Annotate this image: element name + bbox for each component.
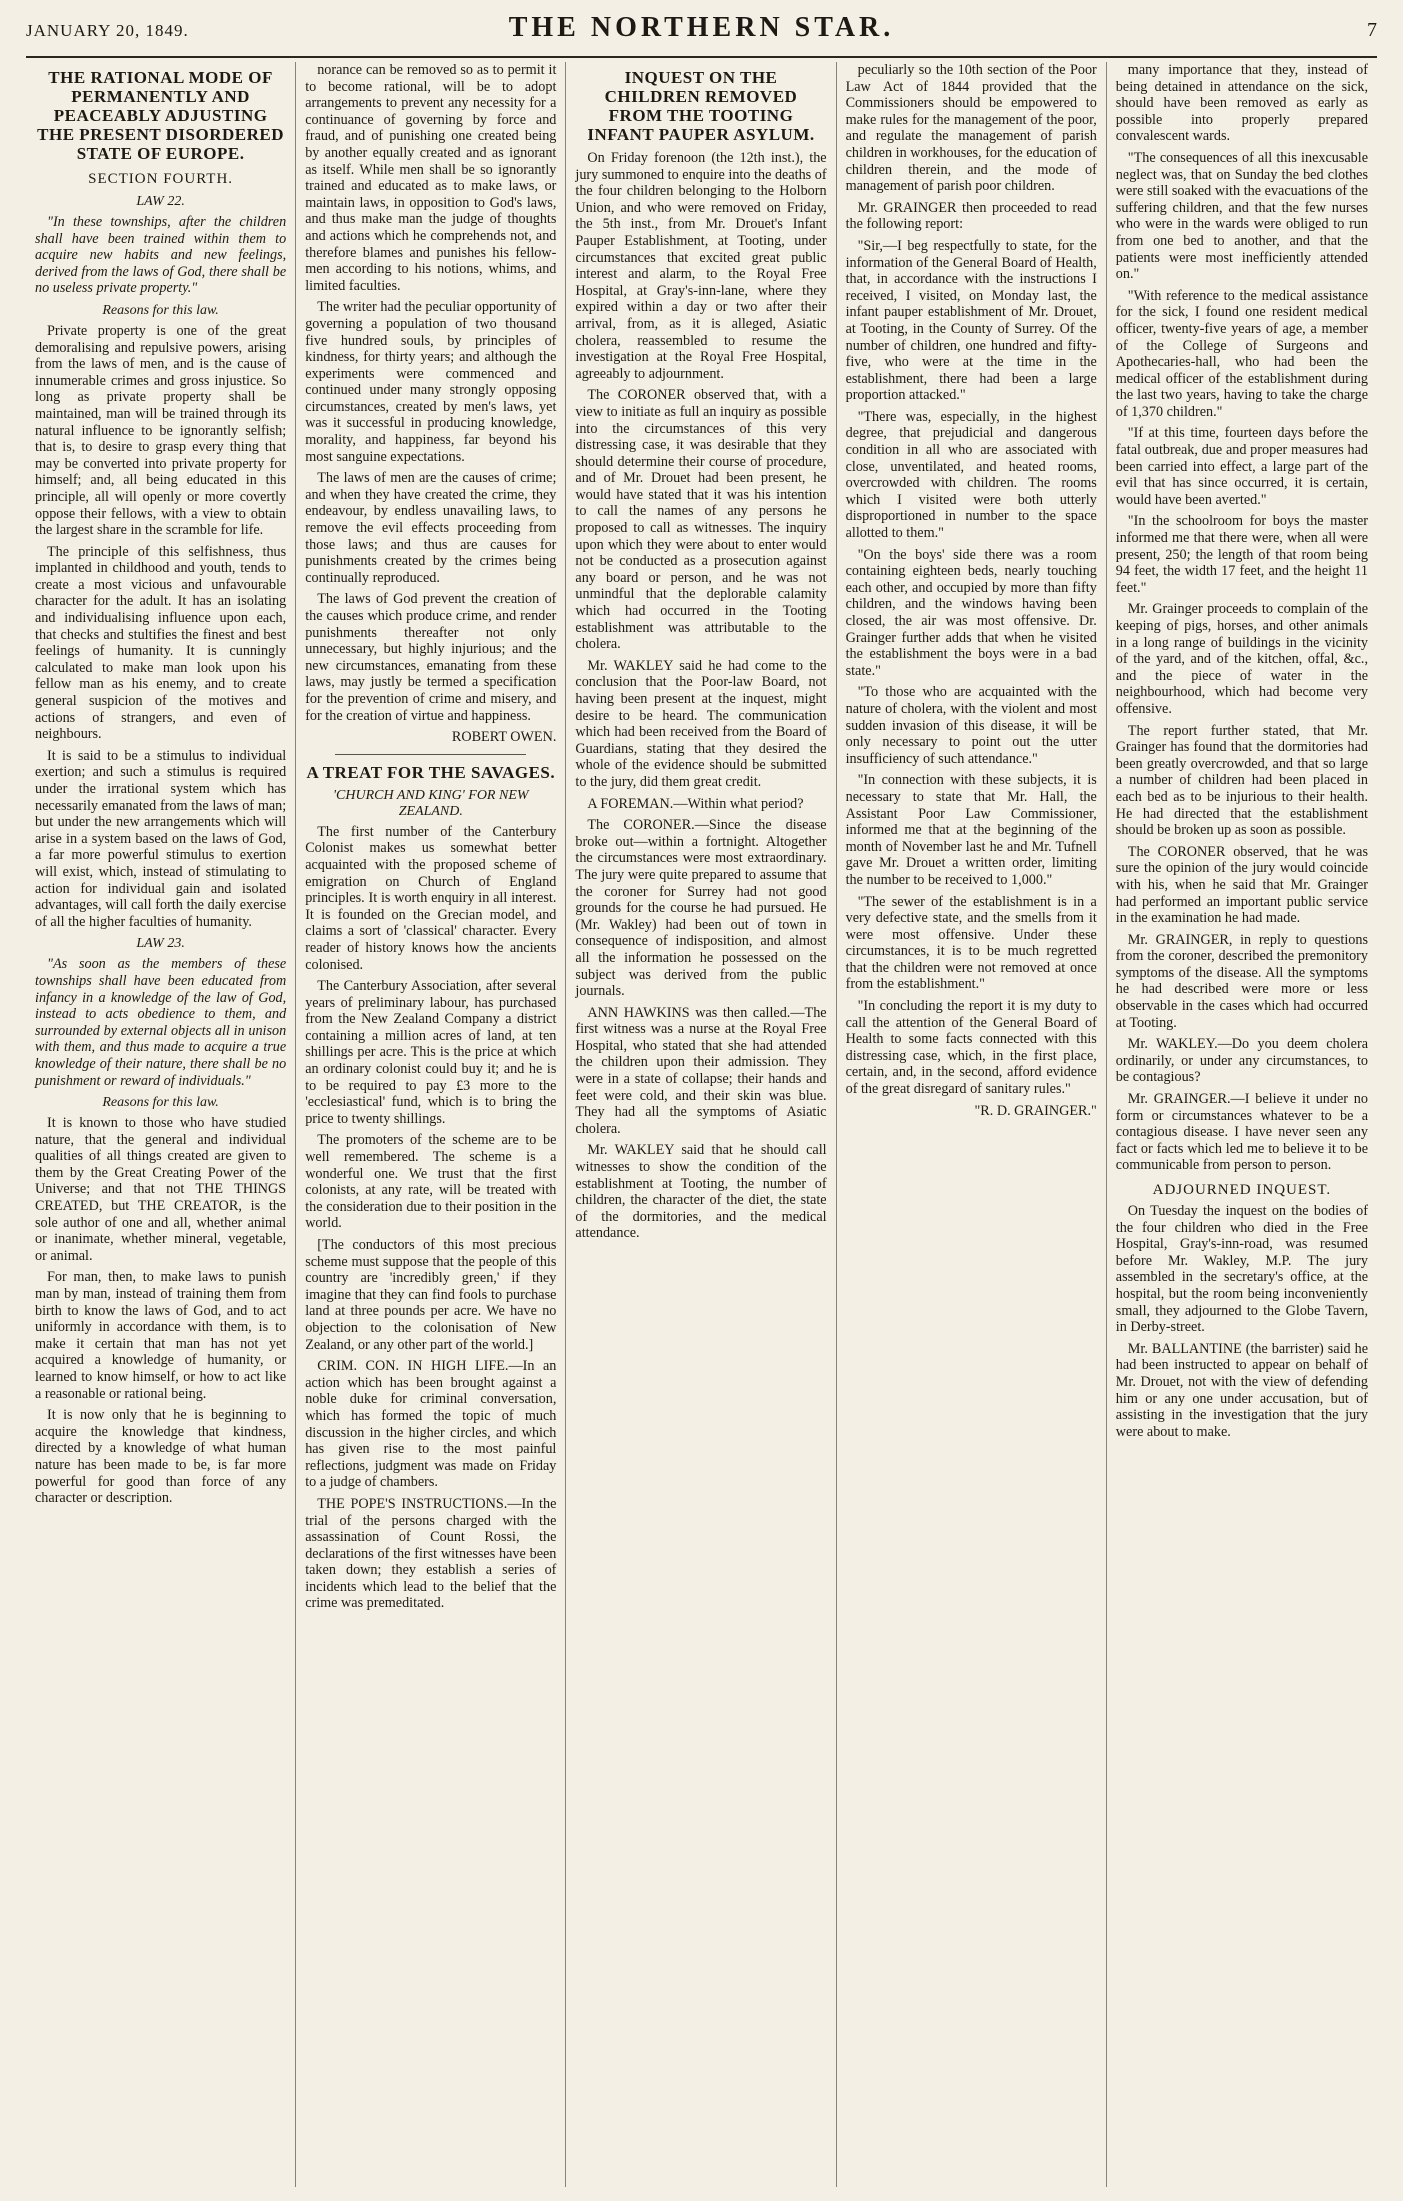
law-text: "In these townships, after the children shall have been trained within them to acquire new habits and new feelings, derived from the laws of God, there shall be no useless private property." [35, 214, 287, 297]
paragraph: Mr. BALLANTINE (the barrister) said he had been instructed to appear on behalf of Mr. Drouet, not with the view of defending him or any one under accusation, but of assisting in the investigation that the jury were about to make. [1115, 1340, 1368, 1440]
paragraph: The CORONER observed that, with a view to initiate as full an inquiry as possible into the circumstances of this very distressing case, it was desirable that they should determine their course of procedure, and of Mr. Drouet had been present, he would have stated that it was his intention to call the names of any persons he proposed to call as witnesses. The inquiry upon which they were about to enter would not be conducted as a prosecution against any board or person, and he was not unmindful that the deplorable calamity which had occurred in the Tooting establishment was attributable to the cholera. [575, 387, 827, 653]
paragraph: "The sewer of the establishment is in a very defective state, and the smells from it were most offensive. Under these circumstances, it is to be much regretted that the children were not removed at once from the establishment." [845, 893, 1097, 993]
article-columns [26, 62, 1377, 2187]
paragraph: On Tuesday the inquest on the bodies of the four children who died in the Free Hospital, Gray's-inn-road, was resumed before Mr. Wakley, M.P. The jury assembled in the secretary's office, at the hospital, but the room being inconveniently small, they adjourned to the Globe Tavern, in Derby-street. [1115, 1203, 1368, 1336]
paragraph: For man, then, to make laws to punish man by man, instead of training them from birth to know the laws of God, and to act uniformly in accordance with them, is to make it certain that man has not yet acquired a knowledge of humanity, or learned to know himself, or how to act like a reasonable or rational being. [35, 1269, 287, 1402]
column-5 [1107, 62, 1377, 2187]
paragraph: The report further stated, that Mr. Grainger has found that the dormitories had been greatly overcrowded, and that so large a number of children had been placed in each bed as to be injurious to their health. He had directed that the establishment should be broken up as soon as possible. [1115, 722, 1368, 839]
column-2 [296, 62, 566, 2187]
paragraph: many importance that they, instead of being detained in attendance on the sick, should have been removed as early as possible into properly prepared convalescent wards. [1115, 62, 1368, 145]
paragraph: "On the boys' side there was a room containing eighteen beds, nearly touching each other, and occupied by more than fifty children, and the windows having been closed, the air was most offensive. Dr. Grainger further adds that when he visited the establishment the boys were in a bad state." [845, 546, 1097, 679]
paragraph: A FOREMAN.—Within what period? [587, 795, 804, 812]
signature: ROBERT OWEN. [451, 729, 557, 746]
paragraph: CRIM. CON. IN HIGH LIFE.—In an action which has been brought against a noble duke for criminal conversation, which has formed the topic of much discussion in the higher circles, and which has given rise to the most painful reflections, judgment was made on Friday to a judge of chambers. [305, 1358, 557, 1491]
article-subheading: 'CHURCH AND KING' FOR NEW ZEALAND. [333, 787, 529, 819]
newspaper-title: THE NORTHERN STAR. [508, 12, 895, 43]
paragraph: The CORONER observed, that he was sure the opinion of the jury would coincide with his, when he said that Mr. Grainger had performed an important public service in the examination he had made. [1115, 843, 1368, 927]
paragraph: The laws of God prevent the creation of the causes which produce crime, and render punishments thereafter not only unnecessary, but highly injurious; and the new circumstances, emanating from these laws, may justly be termed a specification for the prevention of crime and misery, and for the creation of virtue and happiness. [305, 591, 557, 724]
paragraph: The Canterbury Association, after several years of preliminary labour, has purchased from the New Zealand Company a district containing a million acres of land, at ten shillings per acre. This is the price at which an ordinary colonist could buy it; and he is to be required to pay £3 more to the 'ecclesiastical' fund, which is to bring the price to twenty shillings. [305, 978, 557, 1127]
paragraph: It is now only that he is beginning to acquire the knowledge that kindness, directed by a knowledge of what human nature has been made to be, is far more powerful for good than force of any character or description. [35, 1407, 287, 1507]
column-3 [566, 62, 836, 2187]
paragraph: The promoters of the scheme are to be well remembered. The scheme is a wonderful one. We trust that the first colonists, at any rate, will be treated with the consideration due to their position in the world. [305, 1132, 557, 1232]
paragraph: Mr. GRAINGER then proceeded to read the following report: [845, 199, 1097, 233]
paragraph: The first number of the Canterbury Colonist makes us somewhat better acquainted with the proposed scheme of emigration on Church of England principles. It is worth enquiry in all interest. It is founded on the Grecian model, and claims a sort of 'classical' character. Every reader of history knows how the ancients colonised. [305, 823, 557, 973]
paragraph: "In the schoolroom for boys the master informed me that there were, when all were present, 250; the length of that room being 94 feet, the width 17 feet, and the height 11 feet." [1115, 513, 1368, 596]
paragraph: "Sir,—I beg respectfully to state, for the information of the General Board of Health, that, in accordance with the instructions I received, I visited, on Monday last, the infant pauper establishment of Mr. Drouet, at Tooting, in the County of Surrey. Of the number of children, one hundred and fifty-five, who were at the time in the establishment, there had been a large proportion attacked." [845, 237, 1097, 404]
signature: "R. D. GRAINGER." [974, 1102, 1097, 1119]
masthead [26, 12, 1377, 58]
paragraph: "If at this time, fourteen days before the fatal outbreak, due and proper measures had been carried into effect, a large part of the evil that has since occurred, it is certain, would have been averted." [1115, 425, 1368, 508]
paragraph: "There was, especially, in the highest degree, that prejudicial and dangerous condition in all who are associated with close, unventilated, and heated rooms, overcrowded with children. The rooms which I visited were both utterly disproportioned in number to the space allotted to them." [845, 408, 1097, 542]
paragraph: It is said to be a stimulus to individual exertion; and such a stimulus is required under the irrational system which has necessarily emanated from the laws of man; but under the new arrangements which will arise in a system based on the laws of God, a far more powerful stimulus to exertion will exist, which, instead of stimulating to action for individual gain and isolated advantages, will call forth the daily exercise of all the higher faculties of humanity. [35, 747, 287, 930]
paragraph: Mr. WAKLEY said he had come to the conclusion that the Poor-law Board, not having been present at the inquest, might desire to be heard. The communication which had been received from the Board of Guardians, stating that they desired the whole of the evidence should be submitted to the jury, did them great credit. [575, 657, 827, 790]
paragraph: [The conductors of this most precious scheme must suppose that the people of this country are 'incredibly green,' if they imagine that they can find fools to purchase land at three pounds per acre. We have no objection to the colonisation of New Zealand, or any other part of the world.] [305, 1237, 557, 1353]
paragraph: On Friday forenoon (the 12th inst.), the jury summoned to enquire into the deaths of the four children belonging to the Holborn Union, and who were removed on Friday, the 5th inst., from Mr. Drouet's Infant Pauper Establishment, at Tooting, under circumstances that excited great public interest and alarm, to the Royal Free Hospital, at Gray's-inn-lane, where they expired within a day or two after their arrival, from, as it is alleged, Asiatic cholera, reassembled to resume the investigation at the Royal Free Hospital, agreeably to adjournment. [575, 150, 827, 382]
paragraph: The CORONER.—Since the disease broke out—within a fortnight. Altogether the circumstances were most extraordinary. The jury were quite prepared to assume that the coroner for Surrey had not good grounds for the course he had pursued. He (Mr. Wakley) had been out of town in consequence of indisposition, and almost all the information he possessed on the subject was derived from the public journals. [575, 817, 827, 1000]
section-heading: ADJOURNED INQUEST. [1152, 1182, 1332, 1198]
paragraph: THE POPE'S INSTRUCTIONS.—In the trial of the persons charged with the assassination of Count Rossi, the declarations of the first witnesses have been taken down; they establish a series of incidents which lead to the belief that the crime was premeditated. [305, 1495, 557, 1612]
page-number: 7 [1367, 19, 1377, 41]
divider [335, 754, 526, 755]
law-heading: LAW 23. [136, 936, 185, 952]
paragraph: ANN HAWKINS was then called.—The first witness was a nurse at the Royal Free Hospital, who stated that she had attended the children upon their admission. They were in a state of collapse; their hands and feet were cold, and their skin was blue. They had all the symptoms of Asiatic cholera. [575, 1004, 827, 1137]
column-1 [26, 62, 296, 2187]
paragraph: "To those who are acquainted with the nature of cholera, with the violent and most sudden invasion of this disease, it will be only necessary to point out the utter insufficiency of such attendance." [845, 684, 1097, 767]
paragraph: The laws of men are the causes of crime; and when they have created the crime, they endeavour, by endless unavailing laws, to remove the evil effects proceeding from those laws; and thus are causes for punishments created by the crimes being continually reproduced. [305, 470, 557, 586]
reasons-heading: Reasons for this law. [102, 302, 219, 318]
paragraph: Mr. WAKLEY said that he should call witnesses to show the condition of the establishment at Tooting, the number of children, the character of the diet, the state of the dormitories, and the medical attendance. [575, 1142, 827, 1242]
law-text: "As soon as the members of these townships shall have been educated from infancy in a knowledge of the law of God, instead to acts obedience to them, and surrounded by external objects all in unison with them, and thus made to acquire a true knowledge of their nature, there shall be no punishment or reward of individuals." [35, 956, 287, 1089]
paragraph: Mr. GRAINGER, in reply to questions from the coroner, described the premonitory symptoms of the disease. All the symptoms he had described were more or less observable in the cases which had occurred at Tooting. [1115, 931, 1368, 1031]
paragraph: "In connection with these subjects, it is necessary to state that Mr. Hall, the Assistant Poor Law Commissioner, informed me that at the beginning of the month of November last he and Mr. Tufnell gave Mr. Drouet a written order, limiting the number to be received to 1,000." [845, 772, 1097, 888]
paragraph: "With reference to the medical assistance for the sick, I found one resident medical officer, twenty-five years of age, a member of the College of Surgeons and Apothecaries-hall, who had been the medical officer of the establishment during the last two years, having to take the charge of 1,370 children." [1115, 287, 1368, 420]
column-4 [837, 62, 1107, 2187]
issue-date: JANUARY 20, 1849. [26, 21, 189, 40]
article-heading: THE RATIONAL MODE OF PERMANENTLY AND PEACEABLY ADJUSTING THE PRESENT DISORDERED STATE OF EUROPE. [37, 68, 285, 163]
reasons-heading: Reasons for this law. [102, 1095, 219, 1111]
law-heading: LAW 22. [136, 194, 185, 209]
paragraph: Mr. Grainger proceeds to complain of the keeping of pigs, horses, and other animals in a long range of buildings in the vicinity of the yard, and of the kitchen, offal, &c., and the piece of water in the neighbourhood, which had become very offensive. [1115, 601, 1368, 717]
article-heading: INQUEST ON THE CHILDREN REMOVED FROM THE TOOTING INFANT PAUPER ASYLUM. [587, 68, 815, 144]
paragraph: "The consequences of all this inexcusable neglect was, that on Sunday the bed clothes were still soaked with the evacuations of the suffering children, and that the few nurses who were in the wards were obliged to run from one bed to another, and that the patients were most inefficiently attended on." [1115, 149, 1368, 283]
paragraph: "In concluding the report it is my duty to call the attention of the General Board of Health to some facts connected with this distressing case, which, in the first place, certain, and, in the second, afford evidence of the great disregard of sanitary rules." [845, 998, 1097, 1098]
paragraph: Mr. GRAINGER.—I believe it under no form or circumstances whatever to be a contagious disease. I have never seen any fact or facts which led me to believe it to be communicable from person to person. [1115, 1091, 1368, 1174]
paragraph: Private property is one of the great demoralising and repulsive powers, arising from the laws of men, and is the cause of innumerable crimes and gross injustice. So long as private property shall be maintained, man will be trained through its natural influence to be ignorantly selfish; that is, to desire to grasp every thing that may be converted into private property for himself; and, all being educated in this principle, all will openly or more covertly oppose their fellows, with a view to obtain the largest share in the scramble for life. [35, 322, 287, 539]
paragraph: It is known to those who have studied nature, that the general and individual qualities of all things created are given to them by the Great Creating Power of the Universe; and that not THE THINGS CREATED, but THE CREATOR, is the sole author of one and all, whether animal or inanimate, whether mineral, vegetable, or animal. [35, 1115, 287, 1264]
paragraph: The principle of this selfishness, thus implanted in childhood and youth, tends to create a most vicious and unfavourable character for the adult. It has an isolating and individualising influence upon each, that checks and stultifies the finest and best feelings of humanity. It is cunningly calculated to make man look upon his fellow man as his enemy, and to create general suspicion of the motives and actions of strangers, and even of neighbours. [35, 543, 287, 743]
paragraph: norance can be removed so as to permit it to become rational, will be to adopt arrangements to prevent any necessity for a continuance of governing by force and fraud, and of punishing one created being by another equally created and as ignorant as itself. While men shall be so ignorantly trained and educated as to make laws, or maintain laws, in opposition to God's laws, and thus make man the judge of thoughts and actions which he comprehends not, and therefore blames and punishes his fellow-men according to his notions, whims, and limited faculties. [305, 62, 557, 294]
paragraph: The writer had the peculiar opportunity of governing a population of two thousand five hundred souls, by principles of kindness, for thirty years; and although the experiments were commenced and continued under many strongly opposing circumstances, created by men's laws, yet was it successful in producing knowledge, morality, and happiness, far beyond his most sanguine expectations. [305, 299, 557, 465]
section-heading: SECTION FOURTH. [88, 171, 234, 187]
paragraph: peculiarly so the 10th section of the Poor Law Act of 1844 provided that the Commissioners should be empowered to make rules for the management of the poor, and regulate the management of parish children in workhouses, for the education of children therein, and the mode of management of parish poor children. [845, 62, 1097, 195]
paragraph: Mr. WAKLEY.—Do you deem cholera ordinarily, or under any circumstances, to be contagious? [1115, 1036, 1368, 1086]
article-heading: A TREAT FOR THE SAVAGES. [306, 762, 556, 782]
